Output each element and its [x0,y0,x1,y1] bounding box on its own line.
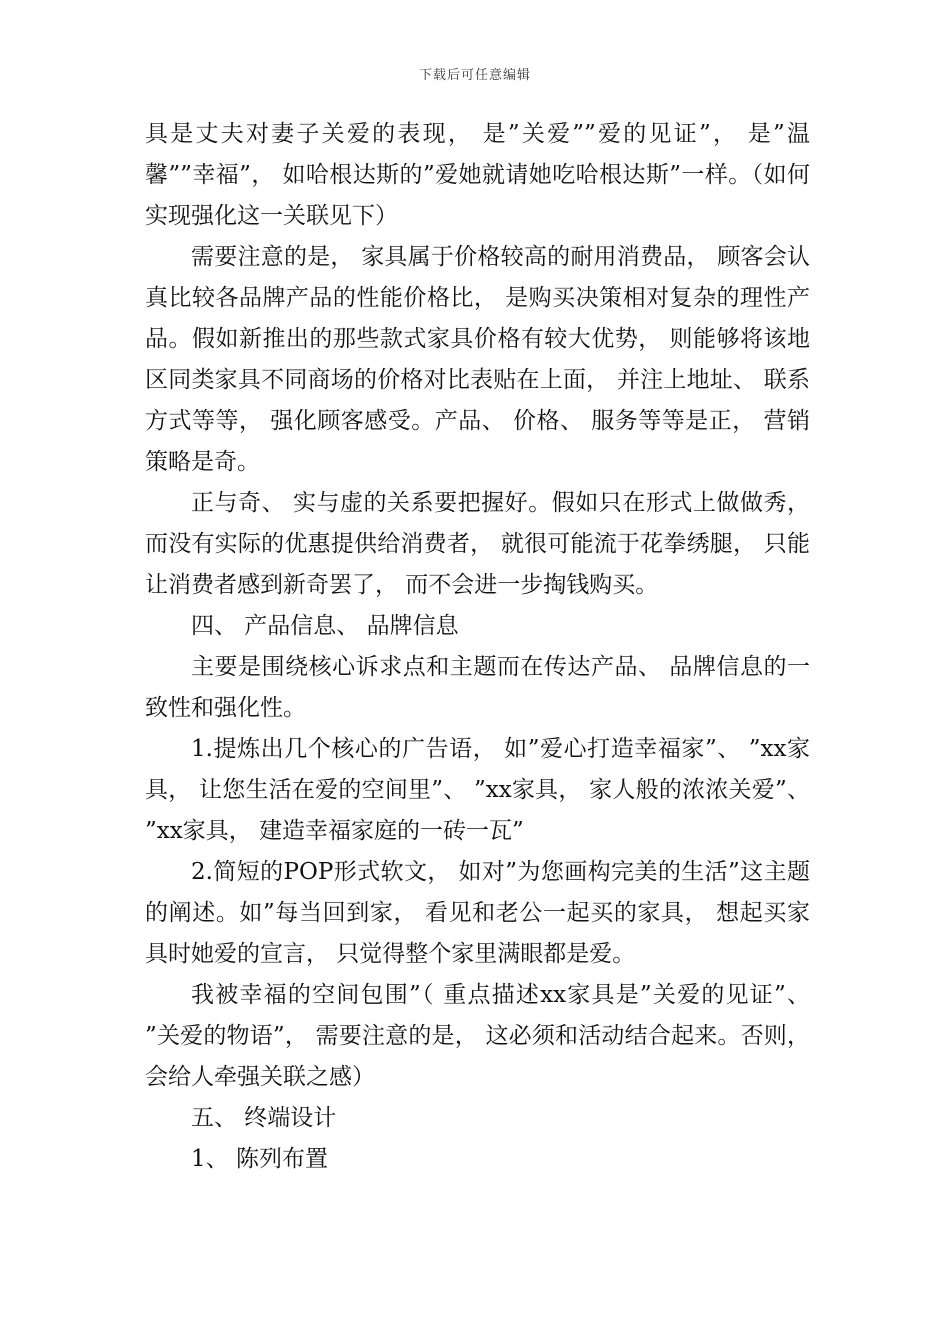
section-heading-5: 五、 终端设计 [191,1105,337,1131]
paragraph-1: 具是丈夫对妻子关爱的表现， 是”关爱””爱的见证”， 是”温馨””幸福”， 如哈根达斯的”爱她就请她吃哈根达斯”一样。（如何实现强化这一关联见下） [145,121,810,229]
section-heading-4: 四、 产品信息、 品牌信息 [191,613,459,639]
page-header: 下载后可任意编辑 [418,68,531,83]
paragraph-2: 需要注意的是， 家具属于价格较高的耐用消费品， 顾客会认真比较各品牌产品的性能价格比， 是购买决策相对复杂的理性产品。假如新推出的那些款式家具价格有较大优势， 则能够将该地区同类家具不同商场的价格对比表贴在上面， 并注上地址、 联系方式等等， 强化顾客感受。产品、 价格、 服务等等是正， 营销策略是奇。 [145,244,810,475]
list-item-1: 1.提炼出几个核心的广告语， 如”爱心打造幸福家”、 ”xx家具， 让您生活在爱的空间里”、 ”xx家具， 家人般的浓浓关爱”、 ”xx家具， 建造幸福家庭的一砖一瓦” [145,736,810,844]
document-body [145,114,810,1180]
sub-heading-1: 1、 陈列布置 [191,1146,328,1172]
list-item-2: 2.简短的POP形式软文， 如对”为您画构完美的生活”这主题的阐述。如”每当回到家， 看见和老公一起买的家具， 想起买家具时她爱的宣言， 只觉得整个家里满眼都是爱。 [145,859,810,967]
paragraph-3: 正与奇、 实与虚的关系要把握好。假如只在形式上做做秀， 而没有实际的优惠提供给消费者， 就很可能流于花拳绣腿， 只能让消费者感到新奇罢了， 而不会进一步掏钱购买。 [145,490,810,598]
paragraph-8: 我被幸福的空间包围”（ 重点描述xx家具是”关爱的见证”、 ”关爱的物语”， 需要注意的是， 这必须和活动结合起来。否则， 会给人牵强关联之感） [145,982,810,1090]
paragraph-5: 主要是围绕核心诉求点和主题而在传达产品、 品牌信息的一致性和强化性。 [145,654,810,721]
